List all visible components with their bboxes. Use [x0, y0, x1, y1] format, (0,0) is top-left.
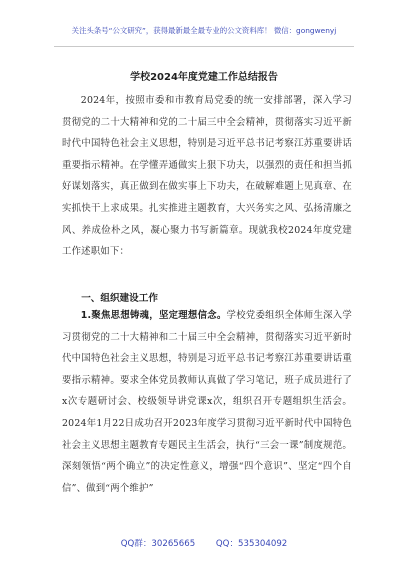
intro-paragraph: 2024年，按照市委和市教育局党委的统一安排部署，深入学习贯彻党的二十大精神和党的二十届三中全会精神，贯彻落实习近平新时代中国特色社会主义思想，特别是习近平总书记考察江苏重要讲话重要指示精神。在学懂弄通做实上狠下功夫，以强烈的责任和担当抓好谋划落实，真正做到在做实事上下功夫，在破解难题上见真章、在实抓快干上求成果。扎实推进主题教育，大兴务实之风、弘扬清廉之风、养成俭朴之风，凝心聚力书写新篇章。现就我校2024年度党建工作述职如下： — [62, 95, 352, 258]
paragraph-lead: 1.聚焦思想铸魂，坚定理想信念。 — [80, 310, 227, 321]
header-divider — [54, 46, 354, 47]
header-banner: 关注头条号“公文研究”，获得最新最全最专业的公文资料库！ 微信：gongwenyj — [71, 26, 337, 35]
paragraph-ideology — [62, 305, 352, 499]
document-title: 学校2024年度党建工作总结报告 — [130, 72, 278, 83]
qq-group-number: QQ群：30265665 — [120, 539, 196, 549]
qq-number: QQ：535304092 — [215, 539, 288, 549]
footer-contact — [0, 537, 408, 549]
paragraph-body: 学校党委组织全体师生深入学习贯彻党的二十大精神和二十届三中全会精神，贯彻落实习近平新时代中国特色社会主义思想，特别是习近平总书记考察江苏重要讲话重要指示精神。要求全体党员教师认真做了学习笔记，班子成员进行了x次专题研讨会、校级领导讲党课x次，组织召开专题组织生活会。2024年1月22日成功召开2023年度学习贯彻习近平新时代中国特色社会主义思想主题教育专题民主生活会，执行“三会一课”制度规范。深刻领悟“两个确立”的决定性意义，增强“四个意识”、坚定“四个自信”、做到“两个维护” — [62, 310, 352, 494]
section-heading-organization: 一、组织建设工作 — [81, 293, 158, 304]
